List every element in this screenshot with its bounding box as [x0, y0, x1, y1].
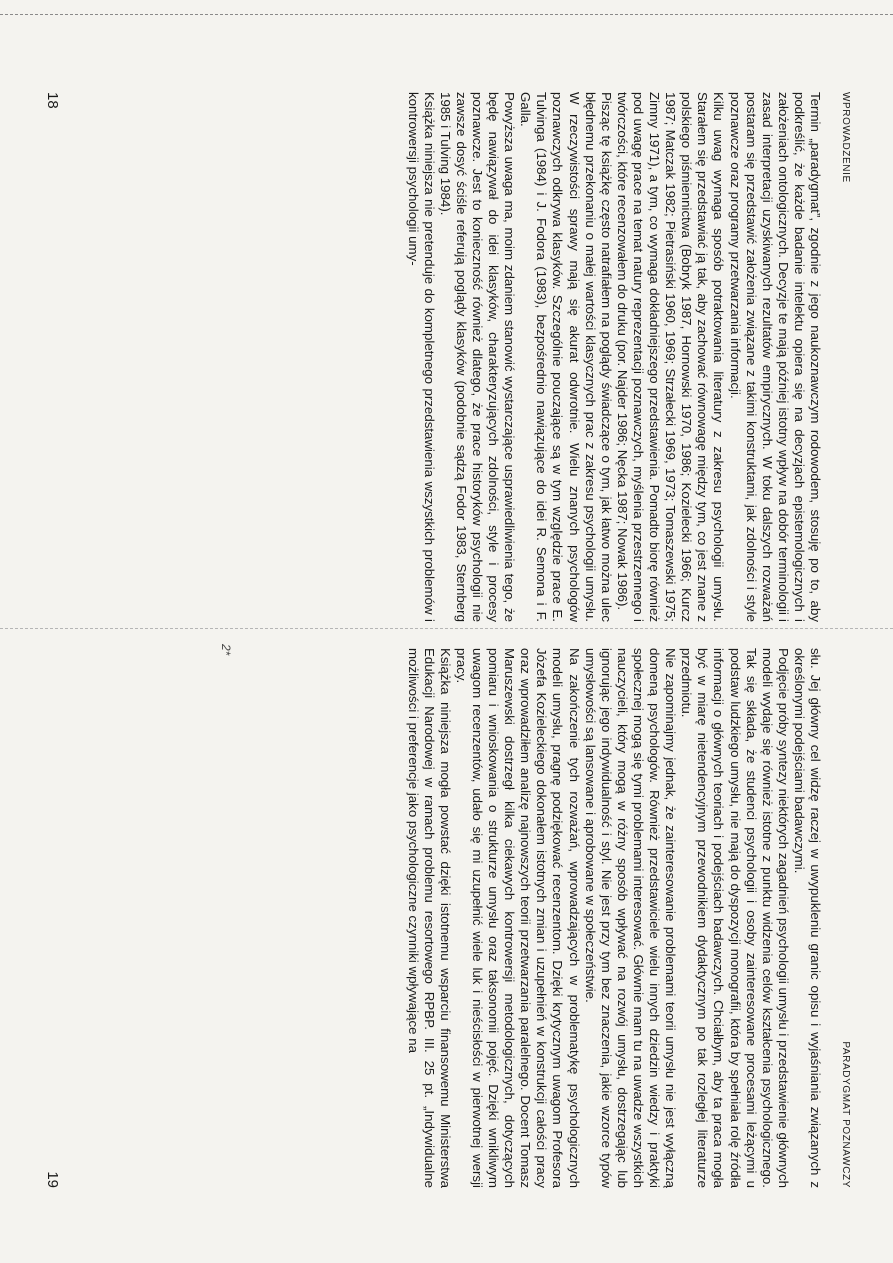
left-paragraph-5: Książka niniejsza nie pretenduje do kompletnego przedstawienia wszystkich problemów i kontrowersji psychologii umy-	[405, 92, 437, 622]
right-paragraph-3: Nie zapominajmy jednak, że zainteresowanie problemami teorii umysłu nie jest wyłączną domeną psychologów. Również przedstawiciele wielu innych dziedzin wiedzy i praktyki społecznej mogą się tymi problemami interesować. Głównie mam tu na uwadze wszystkich nauczycieli, który mogą w różny sposób wpływać na rozwój umysłu, dostrzegając lub ignorując jego indywidualność i styl. Nie jest przy tym bez znaczenia, jakie wzorce typów umysłowości są lansowane i aprobowane w społeczeństwie.	[582, 648, 679, 1188]
margin-mark: 2*	[219, 644, 233, 656]
left-page-number: 18	[44, 92, 61, 109]
left-paragraph-4: Powyższa uwaga ma, moim zdaniem stanowić wystarczające usprawiedliwienia tego, że będę nawiązywał do idei klasyków, charakteryzujących zdolności, style i procesy poznawcze. Jest to konieczność również dlatego, że prace historyków psychologii nie zawsze dosyć ściśle referują poglądy klasyków (podobnie sądzą Fodor 1983, Sternberg 1985 i Tulving 1984).	[437, 92, 518, 622]
right-paragraph-2: Podjęcie próby syntezy niektórych zagadnień psychologii umysłu i przedstawienie głównych modeli wydaje się również istotne z punktu widzenia celów kształcenia psychologicznego. Tak się składa, że studenci psychologii i osoby zainteresowane procesami leżącymi u podstaw ludzkiego umysłu, nie mają do dyspozycji monografii, która by spełniała rolę źródła informacji o głównych teoriach i podejściach badawczych. Chciałbym, aby ta praca mogła być w miarę nietendencyjnym przewodnikiem dydaktycznym po tak rozległej literaturze przedmiotu.	[679, 648, 791, 1188]
right-paragraph-4: Na zakończenie tych rozważań, wprowadzających w problematykę psychologicznych modeli umysłu, pragnę podziękować recenzentom. Dzięki krytycznym uwagom Profesora Józefa Kozieleckiego dokonałem istotnych zmian i uzupełnień w konstrukcji całości pracy oraz wprowadziłem analizę najnowszych teorii przetwarzania paralelnego. Docent Tomasz Maruszewski dostrzegł kilka ciekawych kontrowersji metodologicznych, dotyczących pomiaru i wnioskowania o strukturze umysłu oraz taksonomii pojęć. Dzięki wnikliwym uwagom recenzentów, udało się mi uzupełnić wiele luk i nieścisłości w pierwotnej wersji pracy.	[453, 648, 582, 1188]
left-running-head: WPROWADZENIE	[840, 92, 851, 183]
right-page	[0, 648, 893, 1188]
right-paragraph-1: słu. Jej główny cel widzę raczej w uwypukleniu granic opisu i wyjaśniania związanych z określonymi podejściami badawczymi.	[791, 648, 823, 1188]
right-paragraph-5: Książka niniejsza mogła powstać dzięki istotnemu wsparciu finansowemu Ministerstwa Edukacji Narodowej w ramach problemu resortowego RPBP. III. 25 pt. „Indywidualne możliwości i preferencje jako psychologiczne czynniki wpływające na	[405, 648, 453, 1188]
left-page	[0, 92, 893, 622]
left-paragraph-3: Pisząc tę książkę często natrafiałem na poglądy świadczące o tym, jak łatwo można ulec błędnemu przekonaniu o małej wartości klasycznych prac z zakresu psychologii umysłu. W rzeczywistości sprawy mają się akurat odwrotnie. Wielu znanych psychologów poznawczych odkrywa klasyków. Szczególnie pouczające są w tym względzie prace E. Tulvinga (1984) i J. Fodora (1983), bezpośrednio nawiązujące do idei R. Semona i F. Galla.	[518, 92, 614, 622]
left-paragraph-2: Kilku uwag wymaga sposób potraktowania literatury z zakresu psychologii umysłu. Starałem się przedstawiać ją tak, aby zachować równowagę między tym, co jest znane z polskiego piśmiennictwa (Bobryk 1987, Hornowski 1970, 1986; Kozielecki 1966; Kurcz 1987; Matczak 1982; Pietrasiński 1960, 1969; Strzałecki 1969, 1973; Tomaszewski 1975; Zimny 1971), a tym, co wymaga dokładniejszego przedstawienia. Pomadto biorę również pod uwagę prace na temat natury reprezentacji poznawczych, myślenia przestrzennego i twórczości, które recenzowałem do druku (por. Najder 1986; Nęcka 1987; Nowak 1986).	[614, 92, 727, 622]
right-running-head: PARADYGMAT POZNAWCZY	[840, 1041, 851, 1188]
left-page-body	[405, 92, 823, 622]
right-page-body	[405, 648, 823, 1188]
right-page-number: 19	[44, 1171, 61, 1188]
left-paragraph-1: Termin „paradygmat”, zgodnie z jego naukoznawczym rodowodem, stosuję po to, aby podkreślić, że każde badanie intelektu opiera się na decyzjach epistemologicznych i założeniach ontologicznych. Decyzje te mają później istotny wpływ na dobór terminologii i zasad interpretacji uzyskiwanych rezultatów empirycznych. W toku dalszych rozważań postaram się przedstawić założenia związane z takimi konstruktami, jak zdolności i style poznawcze oraz programy przetwarzania informacji.	[727, 92, 823, 622]
